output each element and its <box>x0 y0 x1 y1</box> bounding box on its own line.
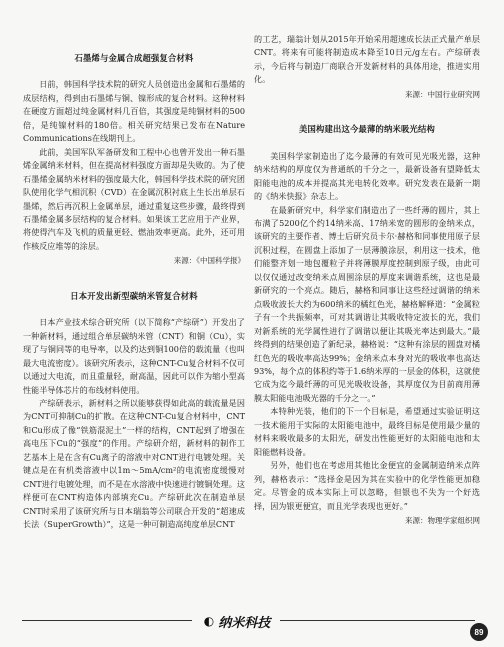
page-footer <box>0 611 504 631</box>
footer-divider <box>22 620 192 621</box>
article-title-graphene: 石墨烯与金属合成超强复合材料 <box>74 53 194 63</box>
article-source: 来源：物理学家组织网 <box>405 515 480 525</box>
logo-text: 纳米科技 <box>218 615 271 631</box>
article-source: 来源：《中国科学报》 <box>173 256 245 266</box>
paragraph: 日前，韩国科学技术院的研究人员创造出金属和石墨烯的成层结构，得到由石墨烯与铜、镍形成的复合材料。这种材料在硬度方面超过纯金属材料几百倍，其强度是纯铜材料的500倍，是纯镍材料的180倍。相关研究结果已发布在Nature Communications在线期刊上。 <box>23 79 245 144</box>
paragraph: 在最新研究中，科学家们制造出了一些纤薄的圆片，其上布满了5200亿个约14纳米高、17纳米宽的圆形的金纳米点，该研究的主要作者、博士后研究员卡尔·赫格和同事使用原子层沉积过程，在圆盘上添加了一层薄膜涂层，利用这一技术，他们能整齐划一地包覆粒子并将薄膜厚度控制到原子级，由此可以仅仅通过改变纳米点周围涂层的厚度来调谐系统，这也是最新研究的一个亮点。随后，赫格和同事让这些经过调谐的纳米点吸收波长大约为600纳米的橘红色光，赫格解释道：“金属粒子有一个共振频率，可对其调谐让其吸收特定波长的光，我们对新系统的光学属性进行了调谐以便让其吸光率达到最大。”最终得到的结果创造了新纪录，赫格说：“这种有涂层的圆盘对橘红色光的吸收率高达99%；金纳米点本身对光的吸收率也高达93%，每个点的体积约等于1.6纳米厚的一层金的体积，这就使它成为迄今最纤薄的可见光吸收设备，其厚度仅为目前商用薄膜太阳能电池吸光器的千分之一。” <box>254 204 480 403</box>
logo-mark-icon: ◐ <box>203 614 215 628</box>
section-spacer <box>23 276 245 290</box>
paragraph: 本特种光装，他们的下一个目标是，希望通过实验证明这一技术能用于实际的太阳能电池中，最终目标是使用最少量的材料来吸收最多的太阳光，研发出性能更好的太阳能电池和太阳能燃料设备。 <box>254 406 480 457</box>
paragraph: 产综研表示，新材料之所以能够获得如此高的载流量是因为CNT可抑制Cu的扩散。在这种CNT-Cu复合材料中，CNT和Cu形成了像“铁筋混泥土”一样的结构，CNT起到了增强在高电压下Cu的“强度”的作用。产综研介绍，新材料的制作工艺基本上是在含有Cu离子的溶液中对CNT进行电镀处理。关键点是在有机类溶液中以1m～5mA/cm²的电流密度缓慢对CNT进行电镀处理，而不是在水溶液中快速进行镀铜处理。这样便可在CNT构造体内部填充Cu。产综研此次在制造单层CNT时采用了该研究所与日本瑞翁等公司联合开发的“超速成长法（SuperGrowth）”，这是一种可制造高纯度单层CNT <box>23 397 245 530</box>
footer-divider <box>280 620 475 621</box>
article-title-light-absorber: 美国构建出这今最薄的纳米吸光结构 <box>299 124 435 135</box>
left-column <box>23 52 245 532</box>
paragraph-continued: 的工艺，瑞翁计划从2015年开始采用超速成长法正式量产单层CNT。将来有可能将制造成本降至10日元/g左右。产综研表示，今后将与制造厂商联合开发新材料的具体用途，推进实用化。 <box>254 34 480 85</box>
article-source: 来源：中国行业研究网 <box>405 89 480 99</box>
paragraph: 日本产业技术综合研究所（以下简称“产综研”）开发出了一种新材料，通过组合单层碳纳米管（CNT）和铜（Cu），实现了与铜同等的电导率，以及约达到铜100倍的载流量（也叫最大电流密度）。该研究所表示，这种CNT-Cu复合材料不仅可以通过大电流，而且重量轻，耐高温，因此可以作为缩小型高性能半导体芯片的布线材料使用。 <box>23 317 245 395</box>
right-column <box>254 33 480 535</box>
paragraph: 美国科学家制造出了迄今最薄的有效可见光吸光器，这种纳米结构的厚度仅为普通纸的千分之一，最新设备有望降低太阳能电池的成本并提高其光电转化效率。研究发表在最新一期的《纳米快报》杂志上。 <box>254 150 480 202</box>
paragraph: 此前，美国军队军备研发和工程中心也曾开发出一种石墨烯金属纳米材料，但在提高材料强度方面却是失败的。为了使石墨烯金属纳米材料的强度最大化，韩国科学技术院的研究团队使用化学气相沉积（CVD）在金属沉积衬底上生长出单层石墨烯，然后再沉积上金属单层，通过重复这些步骤，最终得到石墨烯金属多层结构的复合材料。如果该工艺应用于产业界，将使得汽车及飞机的质量更轻、燃油效率更高。此外，还可用作核反应堆等的涂层。 <box>23 146 245 251</box>
section-spacer <box>254 109 480 123</box>
magazine-logo <box>196 611 278 631</box>
page-number: 89 <box>470 623 488 641</box>
article-title-cnt-composite: 日本开发出新型碳纳米管复合材料 <box>70 290 198 301</box>
paragraph: 另外，他们也在考虑用其他比金便宜的金属制造纳米点阵列，赫格表示：“选择金是因为其在实验中的化学性能更加稳定。尽管金的成本实际上可以忽略，但银也不失为一个好选择，因为银更便宜，而且光学表现也更好。” <box>254 460 480 511</box>
